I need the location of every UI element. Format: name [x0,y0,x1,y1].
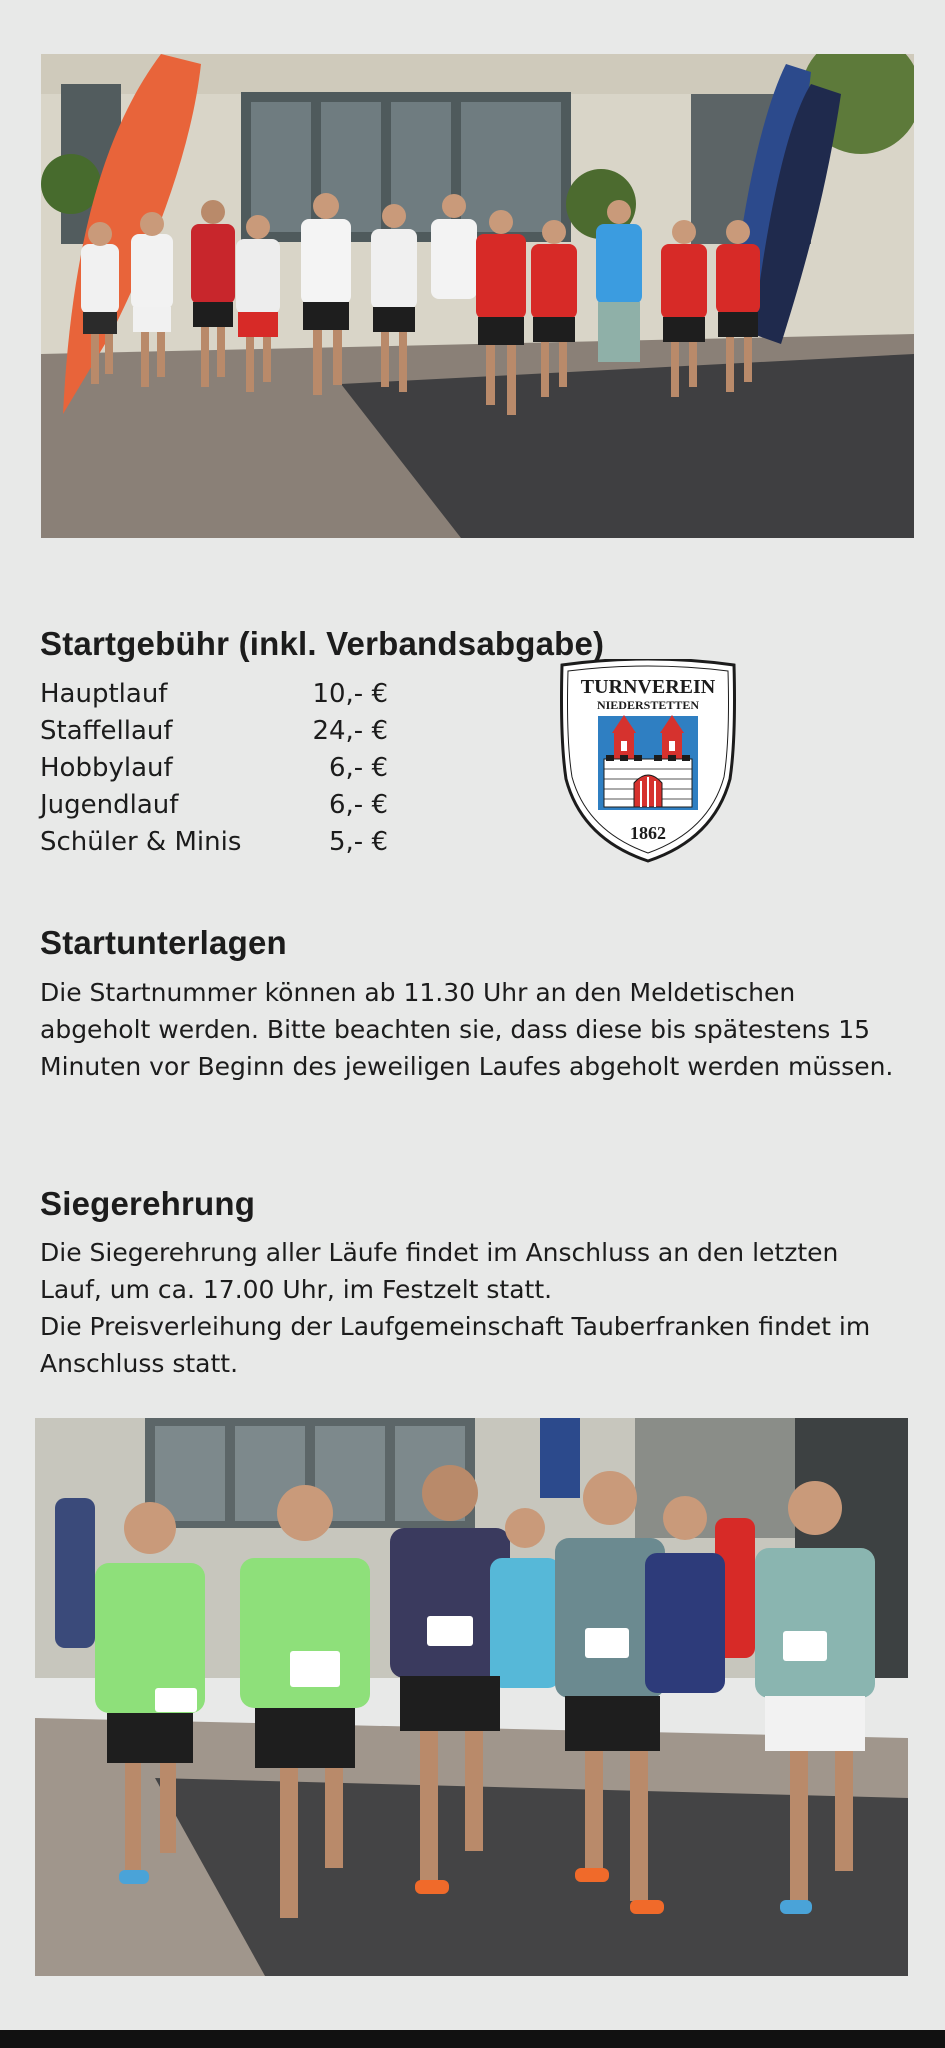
fee-row [40,824,388,861]
fee-label: Schüler & Minis [40,827,242,857]
fee-row [40,750,388,787]
fee-price: 24,- € [312,716,388,746]
photo-adult-runners [35,1418,908,1976]
fee-price: 6,- € [329,753,388,783]
club-crest-logo [554,659,742,865]
bottom-bar [0,2030,945,2048]
fee-price: 6,- € [329,790,388,820]
fee-price: 10,- € [312,679,388,709]
fee-row [40,676,388,713]
crest-line2: NIEDERSTETTEN [596,698,700,712]
fee-label: Jugendlauf [40,790,179,820]
award-text-line2: Die Preisverleihung der Laufgemeinschaft Tauberfranken findet im Anschluss statt. [40,1312,871,1378]
fee-row [40,713,388,750]
fee-table [40,676,388,861]
photo-youth-runners [41,54,914,538]
fee-heading: Startgebühr (inkl. Verbandsabgabe) [40,625,605,663]
award-text-line1: Die Siegerehrung aller Läufe findet im Anschluss an den letzten Lauf, um ca. 17.00 Uhr, im Festzelt statt. [40,1238,839,1304]
award-heading: Siegerehrung [40,1185,256,1223]
documents-heading: Startunterlagen [40,924,287,962]
documents-text: Die Startnummer können ab 11.30 Uhr an den Meldetischen abgeholt werden. Bitte beachten sie, dass diese bis spätestens 15 Minuten vor Beginn des jeweiligen Laufes abgeholt werden müssen. [40,978,894,1081]
crest-year: 1862 [630,823,666,843]
fee-label: Hobbylauf [40,753,173,783]
fee-label: Staffellauf [40,716,173,746]
fee-price: 5,- € [329,827,388,857]
fee-label: Hauptlauf [40,679,168,709]
award-text [40,1234,900,1382]
crest-line1: TURNVEREIN [580,676,716,698]
fee-row [40,787,388,824]
